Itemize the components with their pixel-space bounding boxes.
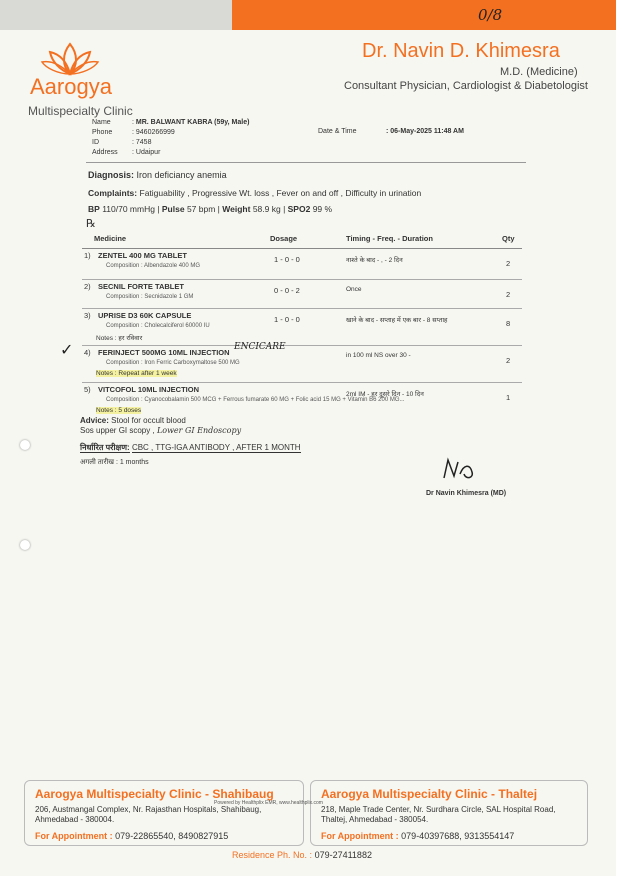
next-visit [80, 458, 149, 467]
medicine-qty: 2 [506, 290, 511, 299]
header-qty: Qty [502, 234, 515, 243]
medicine-name: SECNIL FORTE TABLET [98, 282, 184, 291]
medicine-number: 1) [84, 251, 91, 260]
complaints [88, 188, 421, 198]
doctor-name: Dr. Navin D. Khimesra [362, 40, 560, 62]
medicine-timing: in 100 ml NS over 30 - [346, 352, 411, 359]
medicine-number: 5) [84, 385, 91, 394]
appointment-phone: 079-40397688, 9313554147 [401, 831, 515, 841]
doctor-title: Consultant Physician, Cardiologist & Diabetologist [344, 80, 588, 92]
medicine-composition: Composition : Iron Ferric Carboxymaltose 500 MG [106, 360, 240, 366]
medicine-timing: खाने के बाद - सप्ताह में एक बार - 8 सप्ताह [346, 317, 448, 324]
residence-phone [232, 850, 372, 860]
branch-address [321, 805, 556, 825]
powered-by: Powered by Healthplix EMR, www.healthplix.com [214, 800, 323, 806]
header-dosage: Dosage [270, 234, 298, 243]
branch-appointment [35, 831, 228, 841]
advice-label: Advice: [80, 416, 109, 425]
handwritten-page-mark: 0/8 [478, 6, 503, 24]
next-visit-label: अगली तारीख : [80, 459, 118, 466]
medicine-dose: 1 - 0 - 0 [274, 315, 300, 324]
medicine-dose: 1 - 0 - 0 [274, 255, 300, 264]
diagnosis [88, 170, 227, 180]
patient-address: Udaipur [135, 149, 161, 156]
footer-branch-shahibaug [24, 780, 304, 846]
appointment-phone: 079-22865540, 8490827915 [115, 831, 229, 841]
punch-hole [20, 540, 30, 550]
medicine-composition: Composition : Cyanocobalamin 500 MCG + Ferrous fumarate 60 MG + Folic acid 15 MG + Vitamin B6 200 MG... [106, 397, 405, 403]
complaints-label: Complaints: [88, 188, 138, 198]
header-medicine: Medicine [94, 234, 127, 243]
tests-value: CBC , TTG-IGA ANTIBODY , AFTER 1 MONTH [131, 443, 301, 452]
medicine-number: 2) [84, 282, 91, 291]
advice-line3-handwritten: Lower GI Endoscopy [156, 426, 242, 435]
name-label: Name [92, 119, 111, 126]
medicine-number: 3) [84, 311, 91, 320]
medicine-composition: Composition : Secnidazole 1 GM [106, 294, 194, 300]
header-band-grey [0, 0, 232, 30]
medicine-notes: Notes : Repeat after 1 week [96, 370, 177, 377]
signature-icon [440, 454, 480, 484]
medicine-qty: 2 [506, 356, 511, 365]
signature-name: Dr Navin Khimesra (MD) [426, 490, 507, 497]
branch-address-line1: 218, Maple Trade Center, Nr. Surdhara Circle, SAL Hospital Road, [321, 805, 556, 814]
divider [86, 162, 526, 163]
header-timing: Timing - Freq. - Duration [346, 234, 433, 243]
weight-value: 58.9 kg [252, 204, 281, 214]
clinic-brand-name: Aarogya [30, 74, 112, 99]
medicine-timing: नाश्ते के बाद - , - 2 दिन [346, 257, 403, 264]
id-label: ID [92, 139, 99, 146]
medicine-composition: Composition : Albendazole 400 MG [106, 263, 201, 269]
visit-date: : 06-May-2025 11:48 AM [386, 128, 464, 135]
branch-address [35, 805, 261, 825]
doctor-degree: M.D. (Medicine) [500, 66, 578, 78]
bp-label: BP [88, 204, 100, 214]
medicine-timing: 2ml IM - हर दूसरे दिन - 10 दिन [346, 391, 424, 398]
appointment-label: For Appointment : [321, 831, 399, 841]
medicine-qty: 8 [506, 319, 511, 328]
residence-label: Residence Ph. No. : [232, 850, 313, 860]
pulse-value: 57 bpm [186, 204, 216, 214]
handwritten-stamp: ENCICARE [234, 342, 286, 352]
tests-label: निर्धारित परीक्षण: [80, 443, 130, 452]
visit-datetime [318, 128, 464, 135]
medicine-qty: 2 [506, 259, 511, 268]
medicine-dose: 0 - 0 - 2 [274, 286, 300, 295]
punch-hole [20, 440, 30, 450]
medicine-timing: Once [346, 286, 362, 293]
medicine-table [82, 234, 522, 421]
spo2-value: 99 % [312, 204, 333, 214]
patient-id: 7458 [135, 139, 152, 146]
branch-address-line1: 206, Austmangal Complex, Nr. Rajasthan Hospitals, Shahibaug, [35, 805, 262, 814]
branch-appointment [321, 831, 514, 841]
medicine-number: 4) [84, 348, 91, 357]
rx-symbol: ℞ [86, 217, 96, 230]
next-visit-value: 1 months [119, 459, 149, 466]
footer-branch-thaltej [310, 780, 588, 846]
medicine-composition: Composition : Cholecalciferol 60000 IU [106, 323, 210, 329]
branch-address-line2: Thaltej, Ahmedabad - 380054. [321, 815, 429, 824]
date-label: Date & Time [318, 128, 357, 135]
prescribed-tests [80, 442, 301, 453]
pulse-label: Pulse [161, 204, 185, 214]
patient-info: Name : MR. BALWANT KABRA (59y, Male) Phone : 9460266999 ID : 7458 Address : Udaipur [92, 119, 250, 156]
medicine-notes: Notes : हर रविवार [96, 335, 143, 342]
medicine-row [82, 280, 522, 309]
medicine-row [82, 309, 522, 346]
handwritten-check-icon: ✓ [60, 342, 74, 359]
advice [80, 416, 241, 436]
header-band-orange [232, 0, 616, 30]
branch-address-line2: Ahmedabad - 380004. [35, 815, 115, 824]
vitals: BP 110/70 mmHg | Pulse 57 bpm | Weight 58.9 kg | SPO2 99 % [88, 204, 333, 214]
weight-label: Weight [222, 204, 251, 214]
advice-line1: Stool for occult blood [111, 416, 186, 425]
spo2-label: SPO2 [287, 204, 311, 214]
medicine-qty: 1 [506, 393, 511, 402]
medicine-name: FERINJECT 500MG 10ML INJECTION [98, 348, 230, 357]
bp-value: 110/70 mmHg [102, 204, 155, 214]
patient-name: MR. BALWANT KABRA (59y, Male) [135, 119, 250, 126]
address-label: Address [92, 149, 118, 156]
advice-line2: Sos upper GI scopy , [80, 426, 155, 435]
medicine-name: VITCOFOL 10ML INJECTION [98, 385, 199, 394]
medicine-row [82, 249, 522, 280]
phone-label: Phone [92, 129, 113, 136]
complaints-value: Fatiguability , Progressive Wt. loss , Fever on and off , Difficulty in urination [139, 188, 422, 198]
diagnosis-label: Diagnosis: [88, 170, 135, 180]
medicine-name: UPRISE D3 60K CAPSULE [98, 311, 192, 320]
diagnosis-value: Iron deficiancy anemia [136, 170, 227, 180]
clinic-brand-subtitle: Multispecialty Clinic [28, 104, 133, 118]
branch-title: Aarogya Multispecialty Clinic - Thaltej [321, 787, 538, 801]
patient-phone: 9460266999 [135, 129, 175, 136]
residence-value: 079-27411882 [314, 850, 372, 860]
medicine-name: ZENTEL 400 MG TABLET [98, 251, 187, 260]
medicine-table-header [82, 234, 522, 249]
medicine-notes: Notes : 5 doses [96, 407, 142, 414]
branch-title: Aarogya Multispecialty Clinic - Shahibaug [35, 787, 274, 801]
medicine-row [82, 346, 522, 383]
appointment-label: For Appointment : [35, 831, 113, 841]
